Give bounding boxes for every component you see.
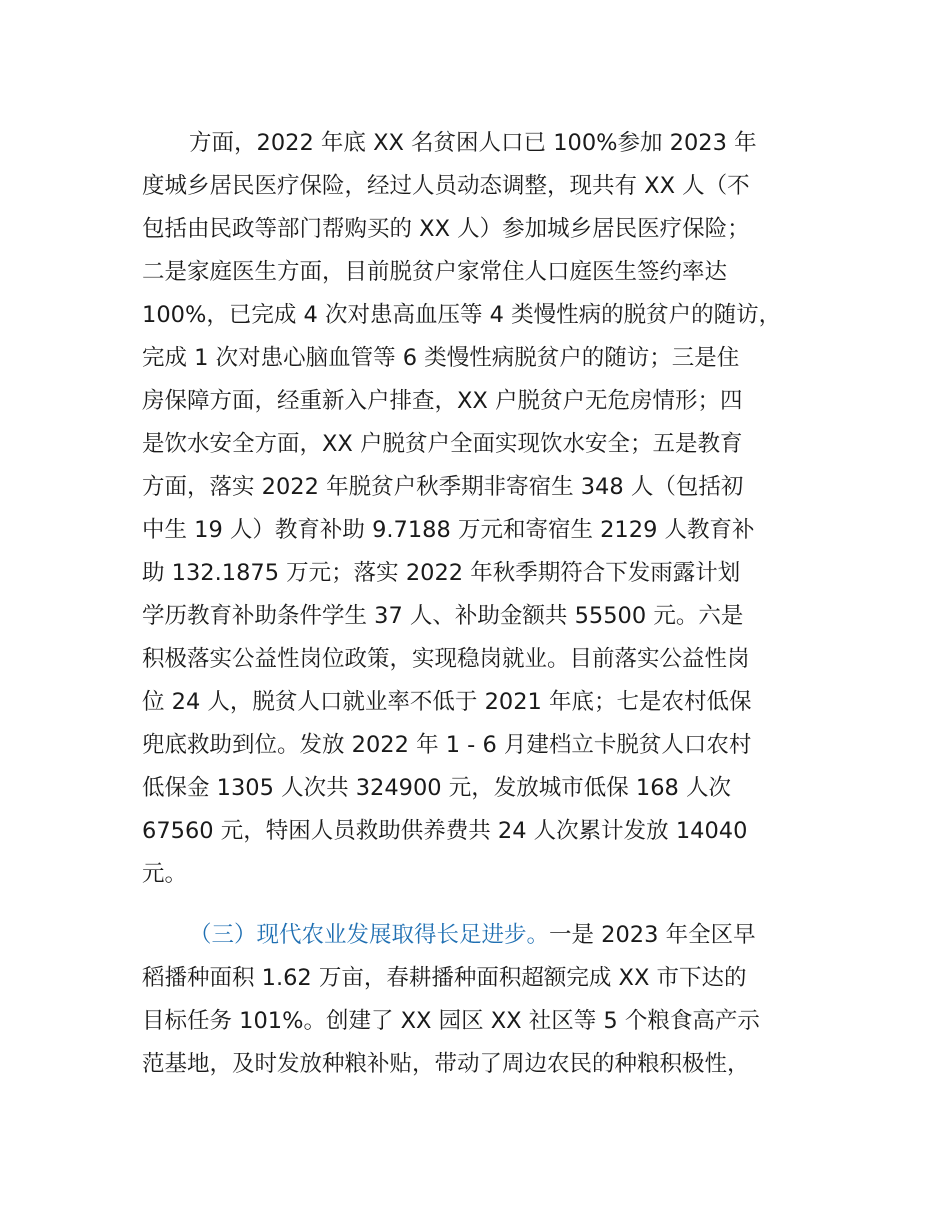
section-heading: （三）现代农业发展取得长足进步。: [189, 922, 550, 948]
paragraph-line: 是饮水安全方面，XX 户脱贫户全面实现饮水安全；五是教育: [142, 431, 743, 457]
paragraph-line: 完成 1 次对患心脑血管等 6 类慢性病脱贫户的随访；三是住: [142, 345, 740, 371]
paragraph-line: 元。: [142, 861, 188, 887]
paragraph-line: 度城乡居民医疗保险，经过人员动态调整，现共有 XX 人（不: [142, 173, 750, 199]
paragraph-line: 房保障方面，经重新入户排查，XX 户脱贫户无危房情形；四: [142, 388, 743, 414]
section-heading-rest: 一是 2023 年全区早: [549, 922, 756, 948]
section-heading-line: [189, 920, 756, 950]
paragraph-line: 100%，已完成 4 次对患高血压等 4 类慢性病的脱贫户的随访，: [142, 302, 782, 328]
paragraph-line: 助 132.1875 万元；落实 2022 年秋季期符合下发雨露计划: [142, 560, 741, 586]
paragraph-line: 位 24 人，脱贫人口就业率不低于 2021 年底；七是农村低保: [142, 689, 752, 715]
paragraph-line: 低保金 1305 人次共 324900 元，发放城市低保 168 人次: [142, 775, 732, 801]
paragraph-line: 学历教育补助条件学生 37 人、补助金额共 55500 元。六是: [142, 603, 744, 629]
paragraph-line: 范基地，及时发放种粮补贴，带动了周边农民的种粮积极性，: [142, 1051, 750, 1077]
paragraph-line: 稻播种面积 1.62 万亩，春耕播种面积超额完成 XX 市下达的: [142, 965, 747, 991]
paragraph-line: 67560 元，特困人员救助供养费共 24 人次累计发放 14040: [142, 818, 748, 844]
paragraph-line: 兜底救助到位。发放 2022 年 1 - 6 月建档立卡脱贫人口农村: [142, 732, 752, 758]
paragraph-line: 二是家庭医生方面，目前脱贫户家常住人口庭医生签约率达: [142, 259, 728, 285]
paragraph-line: 目标任务 101%。创建了 XX 园区 XX 社区等 5 个粮食高产示: [142, 1008, 760, 1034]
paragraph-line: 积极落实公益性岗位政策，实现稳岗就业。目前落实公益性岗: [142, 646, 750, 672]
paragraph-line: 方面，2022 年底 XX 名贫困人口已 100%参加 2023 年: [189, 130, 757, 156]
paragraph-line: 中生 19 人）教育补助 9.7188 万元和寄宿生 2129 人教育补: [142, 517, 755, 543]
paragraph-line: 方面，落实 2022 年脱贫户秋季期非寄宿生 348 人（包括初: [142, 474, 744, 500]
paragraph-line: 包括由民政等部门帮购买的 XX 人）参加城乡居民医疗保险；: [142, 216, 750, 242]
